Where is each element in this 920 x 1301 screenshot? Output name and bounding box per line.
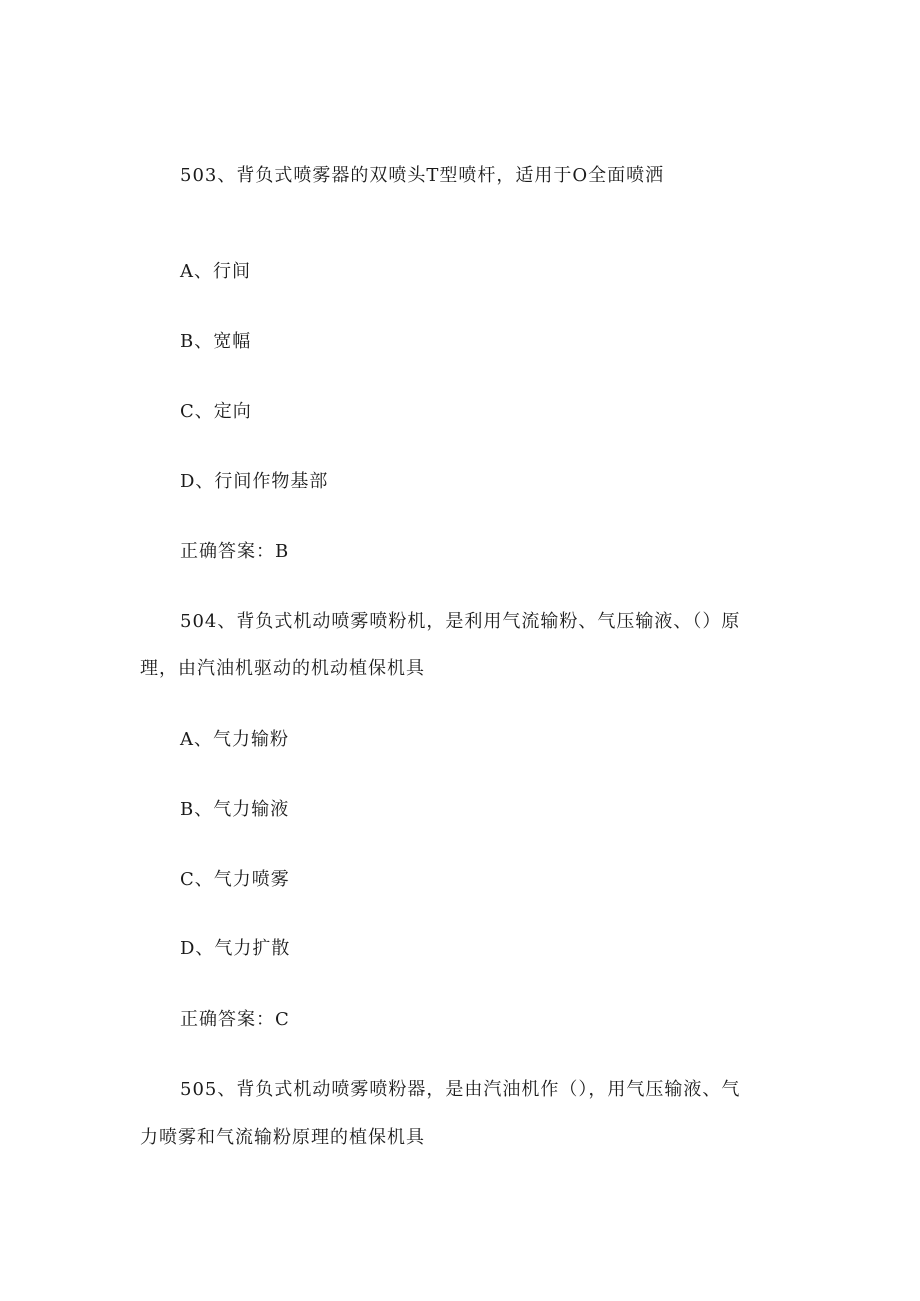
correct-answer: 正确答案：C bbox=[180, 1009, 290, 1030]
question-stem-continued: 理，由汽油机驱动的机动植保机具 bbox=[140, 658, 425, 679]
option-a: A、行间 bbox=[180, 261, 251, 282]
option-c: C、定向 bbox=[180, 401, 252, 422]
question-stem: 503、背负式喷雾器的双喷头T型喷杆，适用于O全面喷洒 bbox=[180, 165, 665, 186]
option-b: B、气力输液 bbox=[180, 799, 290, 820]
option-d: D、行间作物基部 bbox=[180, 471, 329, 492]
option-c: C、气力喷雾 bbox=[180, 869, 290, 890]
correct-answer: 正确答案：B bbox=[180, 541, 290, 562]
option-b: B、宽幅 bbox=[180, 331, 252, 352]
option-d: D、气力扩散 bbox=[180, 938, 291, 959]
option-a: A、气力输粉 bbox=[180, 729, 289, 750]
question-stem: 505、背负式机动喷雾喷粉器，是由汽油机作（），用气压输液、气 bbox=[180, 1079, 741, 1100]
question-stem-continued: 力喷雾和气流输粉原理的植保机具 bbox=[140, 1127, 425, 1148]
question-stem: 504、背负式机动喷雾喷粉机，是利用气流输粉、气压输液、（）原 bbox=[180, 611, 741, 632]
